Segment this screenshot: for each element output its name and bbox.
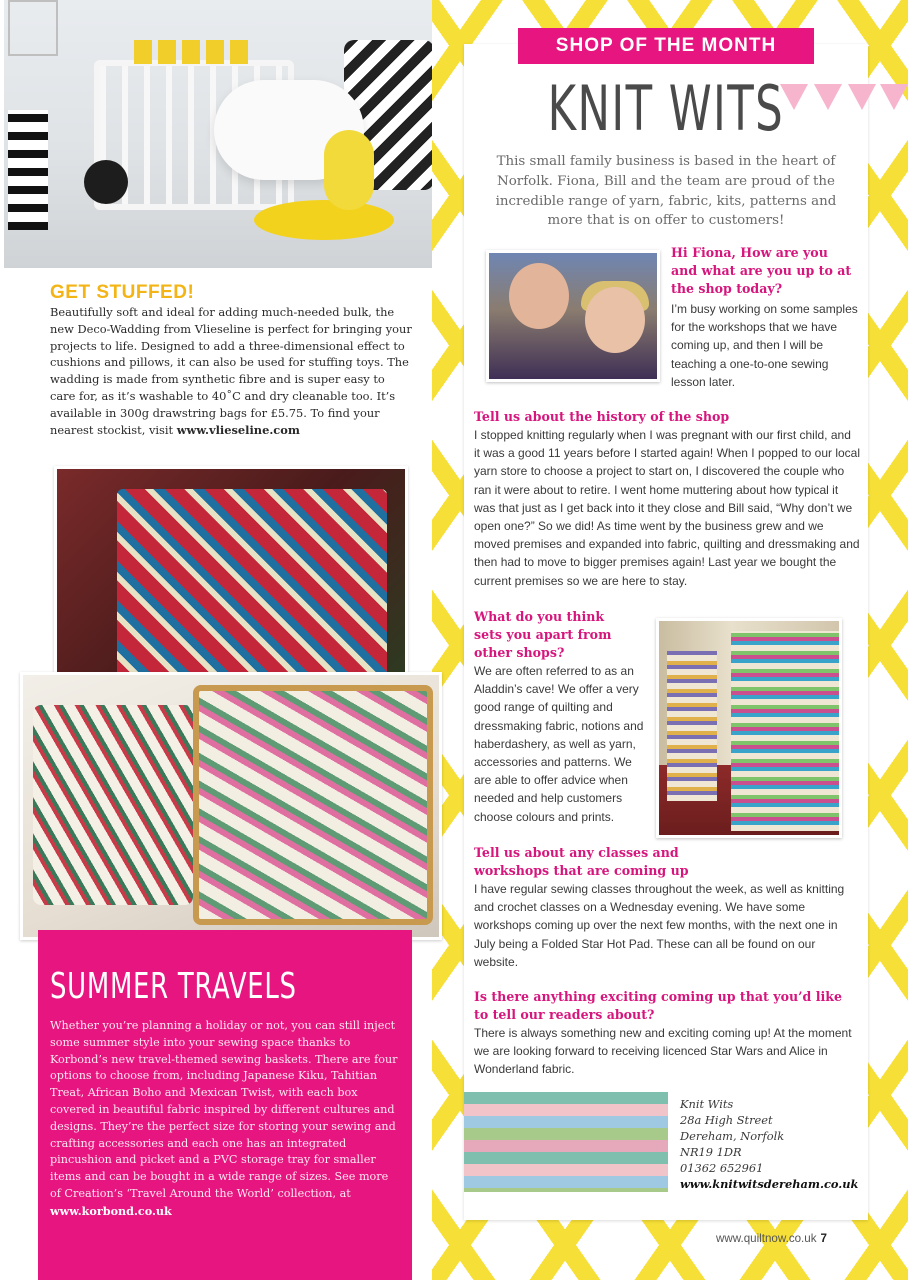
answer-3: We are often referred to as an Aladdin’s cave! We offer a very good range of quilting and dressmaking fabric, notions and haberdashery, as well as yarn, accessories and patterns. We are able to offer advice when needed and help customers choose colours and prints. [474, 664, 644, 824]
page-number: 7 [820, 1232, 827, 1245]
shop-postcode: NR19 1DR [680, 1145, 742, 1159]
shop-name: Knit Wits [680, 1097, 734, 1111]
nursery-photo [4, 0, 432, 268]
summer-travels-title: SUMMER TRAVELS [50, 966, 297, 1007]
get-stuffed-title: GET STUFFED! [50, 282, 195, 303]
fiona-and-bill-photo [486, 250, 660, 382]
question-3: What do you think sets you apart from other shops? [474, 609, 612, 660]
question-5: Is there anything exciting coming up that you’d like to tell our readers about? [474, 989, 843, 1022]
knit-wits-title-text: KNIT WITS [547, 72, 785, 145]
question-4: Tell us about any classes and workshops that are coming up [474, 845, 689, 878]
get-stuffed-body [50, 304, 412, 438]
shop-phone: 01362 652961 [680, 1161, 764, 1175]
sewing-basket-photo-top [54, 466, 408, 704]
eight-ball-cushion [84, 160, 128, 204]
vlieseline-link[interactable]: www.vlieseline.com [176, 422, 300, 437]
sewing-basket-red [117, 489, 387, 679]
footer-site[interactable]: www.quiltnow.co.uk [716, 1232, 817, 1245]
knit-wits-title [464, 72, 868, 145]
shop-address [680, 1096, 860, 1192]
storage-basket [8, 110, 48, 230]
yellow-stool [254, 200, 394, 240]
fiona-face [585, 287, 645, 353]
question-1: Hi Fiona, How are you and what are you up to at the shop today? [671, 245, 852, 296]
yarn-rack [667, 651, 717, 801]
ribbon-rack [731, 631, 841, 831]
answer-4: I have regular sewing classes throughout the week, as well as knitting and crochet classes on a Wednesday evening. We have some workshops coming up over the next few months, with the next one in July being a Folded Star Hot Pad. These can all be found on our website. [474, 882, 845, 969]
summer-travels-body [50, 1018, 400, 1221]
korbond-link[interactable]: www.korbond.co.uk [50, 1203, 172, 1218]
toy-monkey [324, 130, 374, 210]
page-footer [716, 1232, 827, 1245]
answer-2: I stopped knitting regularly when I was pregnant with our first child, and it was a good 11 years before I started again! When I popped to our local yarn store to choose a project to start on, I discovered the couple who ran it were about to retire. I went home muttering about how typical it was that just as I get back into it they close and Bill said, “Why don’t we open one?” So we did! As time went by the business grew and we moved premises and expanded into fabric, quilting and dressmaking and then had to move to bigger premises again! Last year we bought the current premises so we are here to stay. [474, 428, 861, 588]
sewing-basket-photo-bottom [20, 672, 442, 940]
shop-street: 28a High Street [680, 1113, 773, 1127]
get-stuffed-text: Beautifully soft and ideal for adding much-needed bulk, the new Deco-Wadding from Vlieseline is perfect for bringing your projects to life. Designed to add a three-dimensional effect to cushions and pillows, it can also be used for stuffing toys. The wadding is made from synthetic fibre and is super easy to care for, as it’s washable to 40˚C and dry cleanable too. It’s available in 300g drawstring bags for £5.75. To find your nearest stockist, visit [50, 305, 412, 437]
fabric-stack-photo [464, 1092, 668, 1192]
intro-text: This small family business is based in the heart of Norfolk. Fiona, Bill and the team are proud of the incredible range of yarn, fabric, kits, patterns and more that is on offer to customers! [495, 154, 837, 229]
bill-face [509, 263, 569, 329]
answer-5: There is always something new and exciting coming up! At the moment we are looking forward to receiving licenced Star Wars and Alice in Wonderland fabric. [474, 1026, 852, 1077]
summer-travels-text: Whether you’re planning a holiday or not, you can still inject some summer style into your sewing space thanks to Korbond’s new travel-themed sewing baskets. There are four options to choose from, including Japanese Kiku, Tahitian Treat, African Boho and Mexican Twist, with each box covered in beautiful fabric inspired by different cultures and designs. They’re the perfect size for storing your sewing and crafting accessories and each one has an integrated pincushion and picket and a PVC storage tray for smaller items and can be bought in a wide range of sizes. See more of Creation’s ‘Travel Around the World’ collection, at [50, 1019, 398, 1200]
sewing-basket-floral [33, 705, 193, 905]
question-2: Tell us about the history of the shop [474, 409, 730, 424]
shop-of-the-month-badge: SHOP OF THE MONTH [518, 28, 814, 64]
shop-website-link[interactable]: www.knitwitsdereham.co.uk [680, 1177, 859, 1191]
shop-town: Dereham, Norfolk [680, 1129, 785, 1143]
sewing-basket-open [193, 685, 433, 925]
shop-interior-photo [656, 618, 842, 838]
answer-1: I’m busy working on some samples for the workshops that we have coming up, and then I will be teaching a one-to-one sewing lesson later. [671, 302, 858, 389]
shelf [8, 0, 58, 56]
bunting [134, 40, 254, 64]
